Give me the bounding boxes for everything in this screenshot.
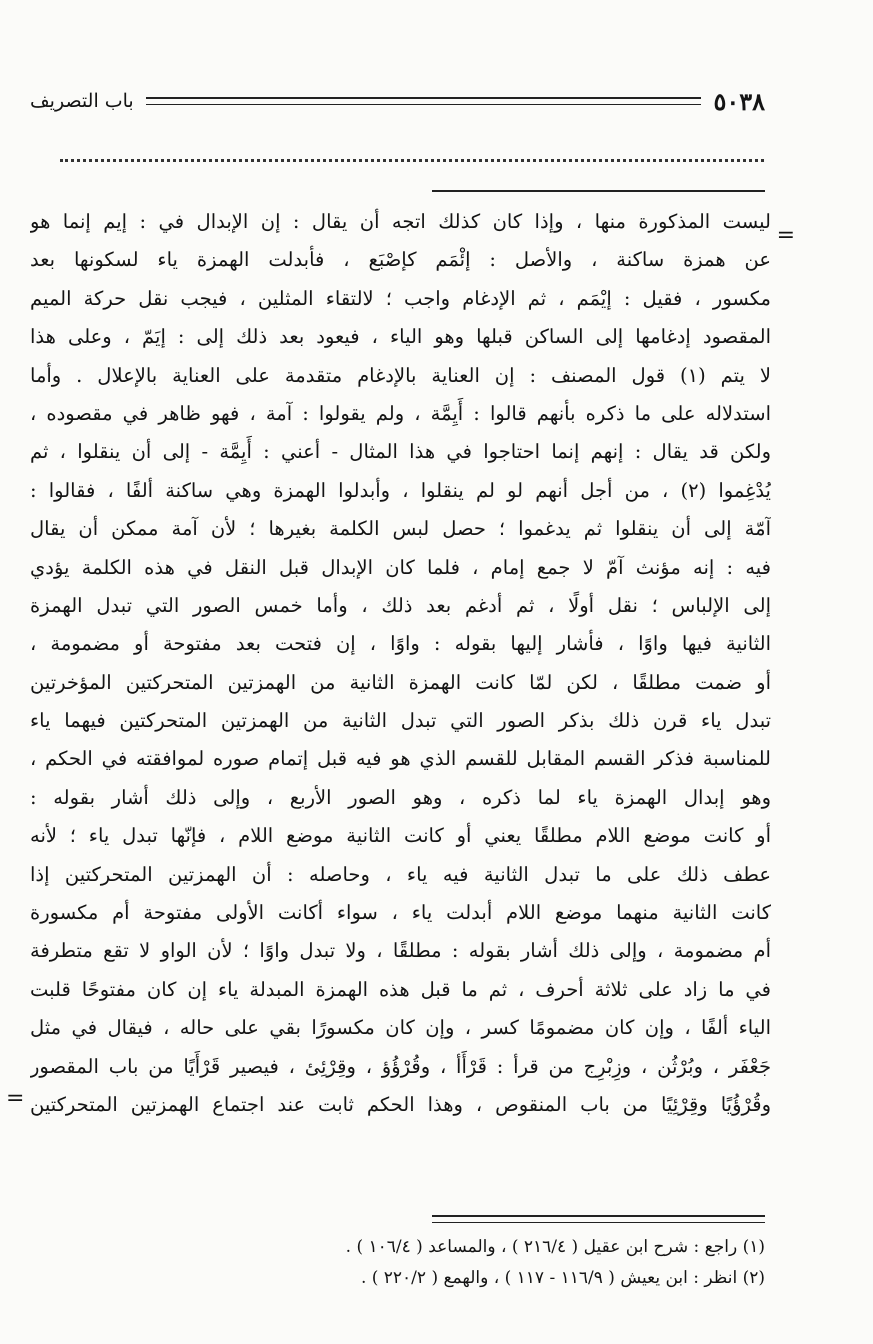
text-line: يُدْغِموا (٢) ، من أجل أنهم لو لم ينقلوا ، وأبدلوا الهمزة وهي ساكنة ألفًا ، فقالوا : <box>30 478 771 502</box>
text-line: الياء ألفًا ، وإن كان مضمومًا كسر ، وإن كان مكسورًا بقي على حاله ، فيقال في مثل <box>30 1016 771 1040</box>
text-line: استدلاله على ما ذكره بأنهم قالوا : أَيِمَّة ، ولم يقولوا : آمة ، فهو ظاهر في مقصوده ، <box>30 401 771 425</box>
text-line: المقصود إدغامها إلى الساكن قبلها وهو الياء ، فيعود بعد ذلك إلى : إيَمّ ، وعلى هذا <box>30 325 771 349</box>
continuation-mark-start: = <box>776 223 795 248</box>
footnote-1: (١) راجع : شرح ابن عقيل ( ٢١٦/٤ ) ، والمساعد ( ١٠٦/٤ ) . <box>345 1237 765 1257</box>
text-line: وقُرْؤُيًا وقِرْئِيًا من باب المنقوص ، وهذا الحكم ثابت عند اجتماع الهمزتين المتحركتين <box>30 1092 771 1116</box>
text-line: فيه : إنه مؤنث آمّ لا جمع إمام ، فلما كان الإبدال قبل النقل في هذه الكلمة يؤدي <box>30 555 771 579</box>
text-line: ولكن قد يقال : إنهم إنما احتاجوا في هذا المثال - أعني : أَيِمَّة - إلى أن ينقلوا ، ثم <box>30 440 771 464</box>
text-line: مكسور ، فقيل : إيْمَم ، ثم الإدغام واجب ؛ لالتقاء المثلين ، فيجب نقل حركة الميم <box>30 286 771 310</box>
text-line: عطف ذلك على ما تبدل الثانية فيه ياء ، وحاصله : أن الهمزتين المتحركتين إذا <box>30 862 771 886</box>
text-line: ليست المذكورة منها ، وإذا كان كذلك اتجه أن يقال : إن الإبدال في : إيم إنما هو <box>30 210 771 233</box>
text-line: آمّة إلى أن ينقلوا ثم يدغموا ؛ حصل لبس الكلمة بغيرها ؛ لأن آمة ممكن أن يقال <box>30 517 771 541</box>
dotted-separator <box>60 143 764 162</box>
text-line: كانت الثانية منهما موضع اللام أبدلت ياء ، سواء أكانت الأولى مفتوحة أم مكسورة <box>30 901 771 925</box>
text-line: لا يتم (١) قول المصنف : إن العناية بالإدغام متقدمة على العناية بالإعلال . وأما <box>30 363 771 387</box>
footnotes <box>90 1232 765 1294</box>
text-line: أو كانت موضع اللام مطلقًا يعني أو كانت الثانية موضع اللام ، فإنّها تبدل ياء ؛ لأنه <box>30 824 771 848</box>
text-line: وهو إبدال الهمزة ياء لما ذكره ، وهو الصور الأربع ، وإلى ذلك أشار بقوله : <box>30 785 771 809</box>
page-number: ٥٠٣٨ <box>713 86 765 116</box>
text-line: جَعْفَر ، وبُرْثُن ، وزِبْرِج من قرأ : قَرْأَأ ، وقُرْؤُؤ ، وقِرْئِئ ، فيصير قَرْأَيًا من باب المقصور <box>30 1054 771 1078</box>
continuation-mark-end: = <box>6 1085 25 1111</box>
text-line: للمناسبة فذكر القسم المقابل للقسم الذي هو فيه قبل إتمام صوره لموافقته في الحكم ، <box>30 747 771 771</box>
text-line: أم مضمومة ، وإلى ذلك أشار بقوله : مطلقًا ، ولا تبدل واوًا ؛ لأن الواو لا تقع متطرفة <box>30 939 771 963</box>
page-header <box>30 86 765 116</box>
main-text <box>6 203 795 1124</box>
text-line: أو ضمت مطلقًا ، لكن لمّا كانت الهمزة الثانية من الهمزتين المتحركتين المؤخرتين <box>30 670 771 694</box>
text-line: عن همزة ساكنة ، والأصل : إئْمَم كإصْبَع ، فأبدلت الهمزة ياء لسكونها بعد <box>30 248 771 272</box>
header-rule <box>146 97 702 105</box>
text-line: إلى الإلباس ؛ نقل أولًا ، ثم أدغم بعد ذلك ، وأما خمس الصور التي تبدل الهمزة <box>30 593 771 617</box>
text-line: تبدل ياء قرن ذلك بذكر الصور التي تبدل الثانية من الهمزتين المتحركتين فيهما ياء <box>30 709 771 733</box>
chapter-title: باب التصريف <box>30 90 134 112</box>
text-line: الثانية فيها واوًا ، فأشار إليها بقوله : واوًا ، إن فتحت بعد مفتوحة أو مضمومة ، <box>30 632 771 656</box>
footnote-rule <box>432 1215 765 1223</box>
section-rule <box>432 190 765 192</box>
footnote-2: (٢) انظر : ابن يعيش ( ١١٦/٩ - ١١٧ ) ، والهمع ( ٢٢٠/٢ ) . <box>360 1268 765 1288</box>
text-line: في ما زاد على ثلاثة أحرف ، ثم ما قبل هذه الهمزة المبدلة ياء إن كان مفتوحًا قلبت <box>30 977 771 1001</box>
